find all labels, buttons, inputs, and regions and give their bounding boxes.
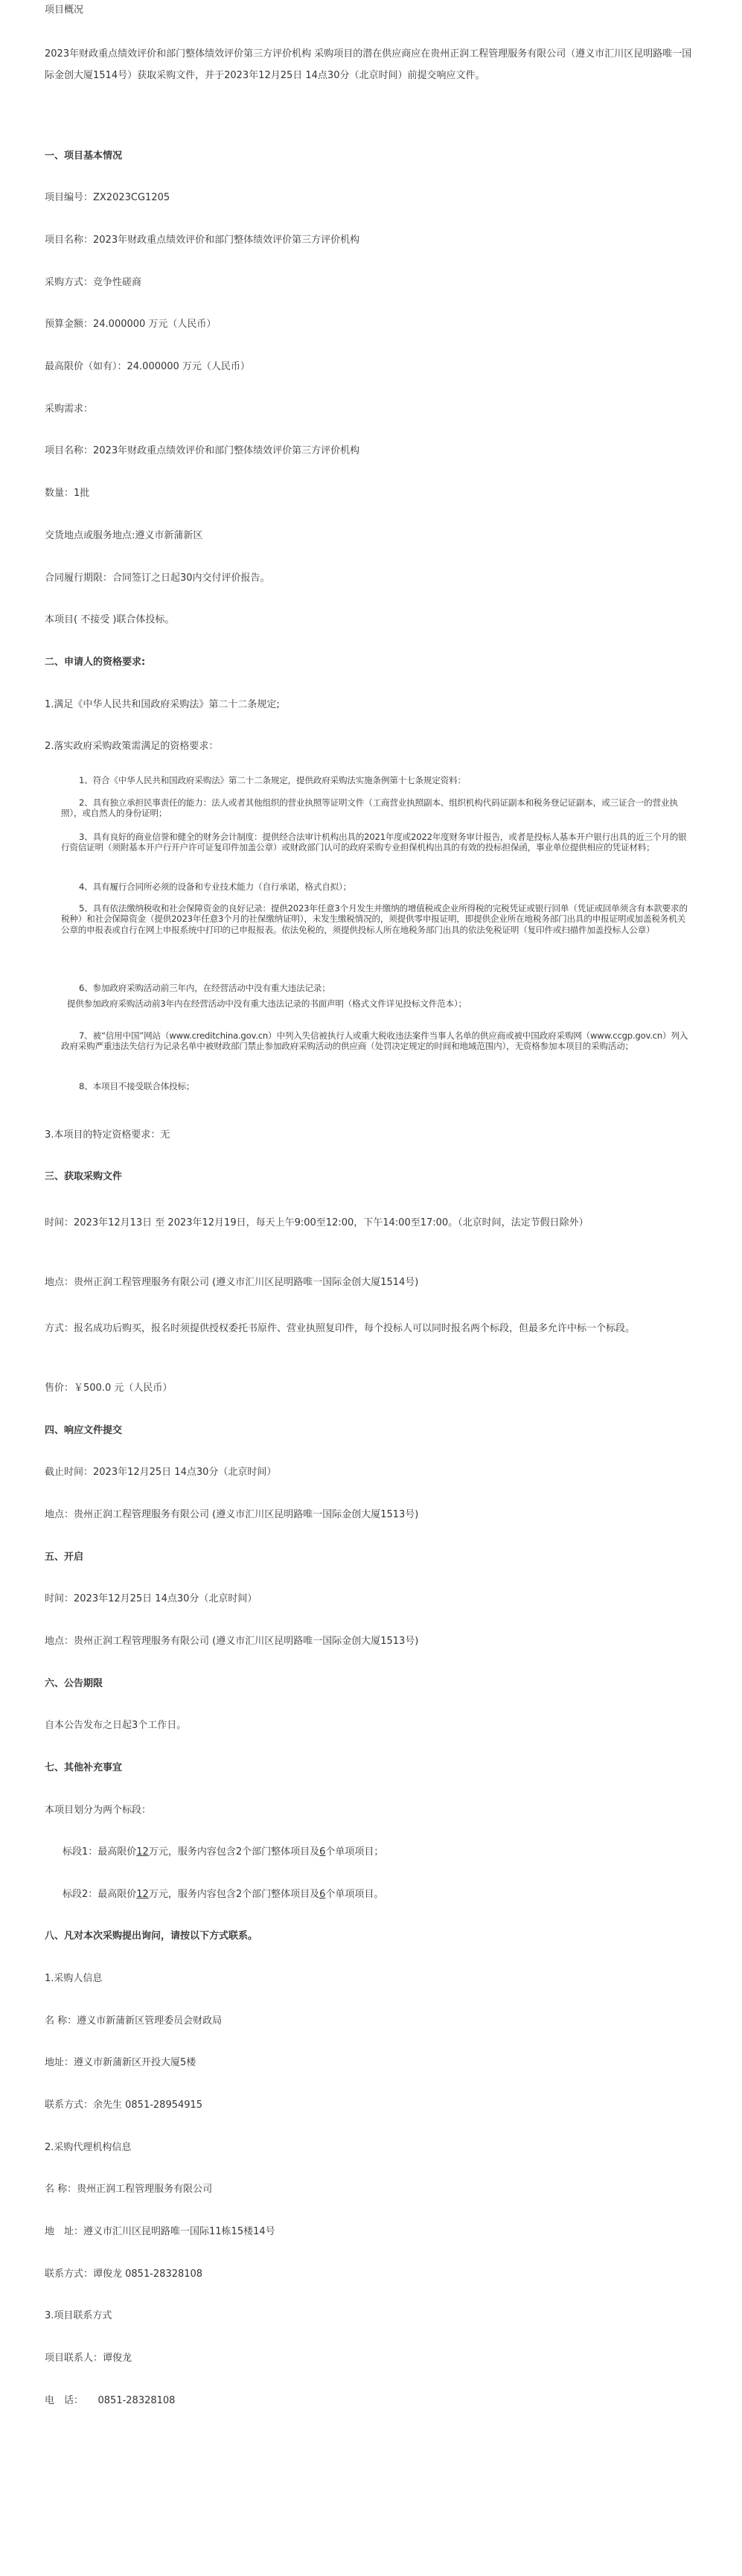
qualification-item: 提供参加政府采购活动前3年内在经营活动中没有重大违法记录的书面声明（格式文件详见投标文件范本）；: [67, 998, 467, 1009]
submission-deadline: 截止时间：2023年12月25日 14点30分（北京时间）: [45, 1467, 277, 1478]
submission-place: 地点：贵州正润工程管理服务有限公司 (遵义市汇川区昆明路唯一国际金创大厦1513号): [45, 1509, 419, 1520]
lot-1-prefix: 标段1：最高限价: [63, 1846, 137, 1858]
agency-name: 名 称：贵州正润工程管理服务有限公司: [45, 2184, 213, 2195]
lot-1-count: 6: [319, 1846, 326, 1858]
project-name: 项目名称：2023年财政重点绩效评价和部门整体绩效评价第三方评价机构: [45, 235, 360, 246]
section-4-heading: 四、响应文件提交: [45, 1425, 123, 1436]
requirement-1: 1.满足《中华人民共和国政府采购法》第二十二条规定;: [45, 699, 280, 710]
section-6-heading: 六、公告期限: [45, 1678, 103, 1689]
project-number: 项目编号：ZX2023CG1205: [45, 192, 170, 203]
lot-1-mid: 万元，服务内容包含2个部门整体项目及: [148, 1846, 320, 1858]
budget-amount: 预算金额：24.000000 万元（人民币）: [45, 319, 217, 330]
demand-project-name: 项目名称：2023年财政重点绩效评价和部门整体绩效评价第三方评价机构: [45, 445, 360, 456]
overview-text: 2023年财政重点绩效评价和部门整体绩效评价第三方评价机构 采购项目的潜在供应商应在贵州正润工程管理服务有限公司（遵义市汇川区昆明路唯一国际金创大厦1514号）获取采购文件，并于2023年12月25日 14点30分（北京时间）前提交响应文件。: [45, 48, 692, 81]
lot-2-prefix: 标段2：最高限价: [63, 1889, 137, 1900]
requirement-2: 2.落实政府采购政策需满足的资格要求：: [45, 741, 219, 752]
section-5-heading: 五、开启: [45, 1552, 84, 1563]
quantity: 数量：1批: [45, 488, 90, 499]
consortium-note: 本项目( 不接受 )联合体投标。: [45, 614, 175, 625]
project-contact-label: 3.项目联系方式: [45, 2310, 112, 2321]
document-price: 售价：￥500.0 元（人民币）: [45, 1383, 173, 1394]
lot-2-amount: 12: [136, 1889, 149, 1900]
section-7-heading: 七、其他补充事宜: [45, 1762, 123, 1773]
lots-intro: 本项目划分为两个标段：: [45, 1805, 152, 1816]
section-1-heading: 一、项目基本情况: [45, 150, 123, 162]
qualification-item: 5、具有依法缴纳税收和社会保障资金的良好记录：提供2023年任意3个月发生并缴纳的增值税或企业所得税的完税凭证或银行回单（凭证或回单须含有本款要求的税种）和社会保障资金（提供2023年任意3个月的社保缴纳证明），未发生缴税情况的，须提供零申报证明，即提供企业所在地税务部门出具的申报证明或加盖税务机关公章的申报表或自行在网上申报系统中打印的已申报报表。依法免税的，须提供投标人所在地税务部门出具的依法免税证明（复印件或扫描件加盖投标人公章）: [61, 903, 688, 935]
delivery-place: 交货地点或服务地点:遵义市新蒲新区: [45, 530, 203, 541]
lot-2-count: 6: [319, 1889, 326, 1900]
procurement-method: 采购方式：竞争性磋商: [45, 277, 142, 288]
lot-1: [63, 1845, 717, 1860]
agency-label: 2.采购代理机构信息: [45, 2142, 132, 2153]
project-contact-phone: 电 话： 0851-28328108: [45, 2395, 176, 2406]
lot-2-mid: 万元，服务内容包含2个部门整体项目及: [148, 1889, 320, 1900]
qualification-item: 6、参加政府采购活动前三年内，在经营活动中没有重大违法记录；: [79, 983, 330, 993]
lot-2: [63, 1887, 717, 1902]
qualification-item: 4、具有履行合同所必须的设备和专业技术能力（自行承诺，格式自拟）；: [79, 881, 351, 892]
lot-1-suffix: 个单项项目；: [325, 1846, 384, 1858]
section-8-heading: 八、凡对本次采购提出询问，请按以下方式联系。: [45, 1931, 258, 1942]
agency-address: 地 址：遵义市汇川区昆明路唯一国际11栋15楼14号: [45, 2226, 275, 2237]
qualification-item: 2、具有独立承担民事责任的能力：法人或者其他组织的营业执照等证明文件（工商营业执照副本、组织机构代码证副本和税务登记证副本，或三证合一的营业执照），或自然人的身份证明；: [61, 797, 678, 819]
purchaser-address: 地址：遵义市新蒲新区开投大厦5楼: [45, 2057, 196, 2068]
overview-title: 项目概况: [45, 4, 84, 16]
purchaser-contact: 联系方式：余先生 0851-28954915: [45, 2100, 203, 2111]
obtain-method: 方式：报名成功后购买，报名时须提供授权委托书原件、营业执照复印件，每个投标人可以同时报名两个标段，但最多允许中标一个标段。: [45, 1323, 636, 1334]
max-price: 最高限价（如有）：24.000000 万元（人民币）: [45, 361, 250, 372]
demand-label: 采购需求：: [45, 404, 94, 415]
qualification-item: 3、具有良好的商业信誉和健全的财务会计制度：提供经合法审计机构出具的2021年度或2022年度财务审计报告，或者是投标人基本开户银行出具的近三个月的银行资信证明（须附基本开户行开户许可证复印件加盖公章）或财政部门认可的政府采购专业担保机构出具的有效的投标担保函，事业单位提供相应的凭证材料；: [61, 832, 687, 853]
agency-contact: 联系方式：谭俊龙 0851-28328108: [45, 2269, 203, 2280]
qualification-item: 1、符合《中华人民共和国政府采购法》第二十二条规定，提供政府采购法实施条例第十七条规定资料：: [79, 775, 466, 785]
opening-place: 地点：贵州正润工程管理服务有限公司 (遵义市汇川区昆明路唯一国际金创大厦1513号): [45, 1636, 419, 1647]
section-2-heading: 二、申请人的资格要求:: [45, 657, 146, 668]
opening-time: 时间：2023年12月25日 14点30分（北京时间）: [45, 1593, 258, 1604]
announcement-period: 自本公告发布之日起3个工作日。: [45, 1720, 187, 1731]
purchaser-label: 1.采购人信息: [45, 1973, 103, 1984]
lot-2-suffix: 个单项项目。: [325, 1889, 384, 1900]
obtain-place: 地点：贵州正润工程管理服务有限公司 (遵义市汇川区昆明路唯一国际金创大厦1514号): [45, 1277, 419, 1288]
contract-period: 合同履行期限：合同签订之日起30内交付评价报告。: [45, 573, 270, 584]
qualification-item: 8、本项目不接受联合体投标；: [79, 1081, 195, 1091]
qualification-item: 7、被“信用中国”网站（www.creditchina.gov.cn）中列入失信被执行人或重大税收违法案件当事人名单的供应商或被中国政府采购网（www.ccgp.gov.cn）列入政府采购严重违法失信行为记录名单中被财政部门禁止参加政府采购活动的供应商（处罚决定规定的时间和地域范围内），无资格参加本项目的采购活动；: [61, 1030, 688, 1052]
project-contact-person: 项目联系人：谭俊龙: [45, 2353, 132, 2364]
section-3-heading: 三、获取采购文件: [45, 1171, 123, 1182]
requirement-3: 3.本项目的特定资格要求：无: [45, 1129, 170, 1141]
purchaser-name: 名 称：遵义市新蒲新区管理委员会财政局: [45, 2015, 223, 2027]
obtain-time: 时间：2023年12月13日 至 2023年12月19日，每天上午9:00至12:00，下午14:00至17:00。（北京时间，法定节假日除外）: [45, 1217, 589, 1228]
lot-1-amount: 12: [136, 1846, 149, 1858]
